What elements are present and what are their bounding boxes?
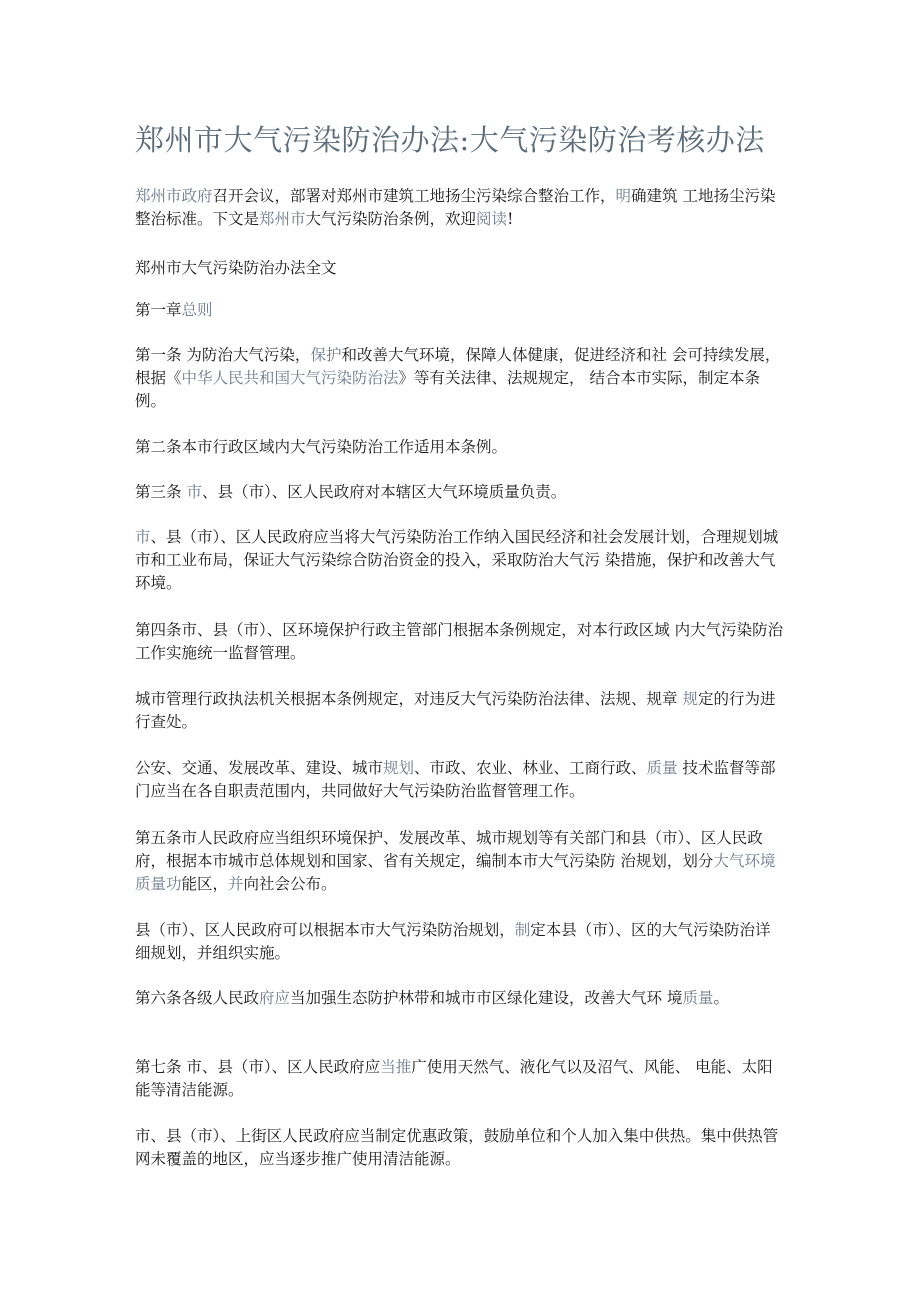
paragraph: [135, 481, 785, 504]
paragraph-text: 召开会议，部署对郑州市建筑工地扬尘污染综合整治工作，: [212, 187, 616, 205]
paragraph-text: 定的行为进行查处。: [135, 690, 776, 731]
paragraph-text: 、县（市）、区人民政府应当将大气污染防治工作纳入国民经济和社会发展计划，合理规划城市和工业布局，保证大气污染综合防治资金的投入，采取防治大气污 染措施，保护和改善大气环境。: [135, 528, 779, 592]
paragraph-text: 城市管理行政执法机关根据本条例规定，对违反大气污染防治法律、法规、规章: [135, 690, 683, 708]
highlighted-text: 郑州市: [259, 210, 306, 228]
highlighted-text: 保护: [310, 346, 342, 364]
paragraph: [135, 688, 785, 734]
paragraph: [135, 1125, 785, 1171]
paragraph-text: 广使用天然气、液化气以及沼气、风能、 电能、太阳能等清洁能源。: [135, 1058, 773, 1099]
highlighted-text: 市: [186, 483, 202, 501]
paragraph: [135, 757, 785, 803]
paragraph-text: 县（市）、区人民政府可以根据本市大气污染防治规划，: [135, 921, 515, 939]
paragraph-text: 公安、交通、发展改革、建设、城市: [135, 759, 384, 777]
paragraph: [135, 344, 785, 413]
paragraph-text: 郑州市大气污染防治办法全文: [135, 259, 337, 277]
paragraph: [135, 436, 785, 459]
paragraph-text: 》等有关法律、法规规定， 结合本市实际，制定本条例。: [135, 369, 760, 410]
paragraph: [135, 185, 785, 231]
paragraph: [135, 987, 785, 1010]
paragraph: [135, 619, 785, 665]
paragraph-text: 第三条: [135, 483, 187, 501]
paragraph-text: 、市政、农业、林业、工商行政、: [414, 759, 647, 777]
highlighted-text: 规: [682, 690, 698, 708]
document-title: 郑州市大气污染防治办法:大气污染防治考核办法: [135, 123, 765, 157]
highlighted-text: 大气环境质量功: [135, 852, 776, 893]
paragraph-text: 能区，: [181, 875, 229, 893]
paragraph-text: 第一章: [135, 301, 182, 319]
paragraph-text: 当加强生态防护林带和城市市区绿化建设，改善大气环 境: [290, 989, 683, 1007]
highlighted-text: 府应: [259, 989, 291, 1007]
highlighted-text: 规划: [383, 759, 415, 777]
paragraph: [135, 1056, 785, 1102]
paragraph-text: 市、县（市）、上街区人民政府应当制定优惠政策，鼓励单位和个人加入集中供热。集中供热管网未覆盖的地区，应当逐步推广使用清洁能源。: [135, 1127, 779, 1168]
highlighted-text: 当推: [380, 1058, 412, 1076]
paragraph-text: 大气污染防治条例，欢迎: [305, 210, 477, 228]
highlighted-text: 市: [135, 528, 151, 546]
paragraph-text: 确建筑 工地扬尘污染整治标准。下文是: [135, 187, 776, 228]
paragraph: [135, 919, 785, 965]
paragraph-text: 第一条 为防治大气污染，: [135, 346, 311, 364]
paragraph: [135, 257, 785, 280]
paragraph-text: 第四条市、县（市）、区环境保护行政主管部门根据本条例规定，对本行政区域 内大气污染防治工作实施统一监督管理。: [135, 621, 784, 662]
paragraph-text: 定本县（市）、区的大气污染防治详细规划，并组织实施。: [135, 921, 771, 962]
highlighted-text: 中华人民共和国大气污染防治法: [181, 369, 399, 387]
highlighted-text: 阅读: [476, 210, 508, 228]
paragraph-text: 向社会公布。: [243, 875, 337, 893]
highlighted-text: 质量: [682, 989, 714, 1007]
highlighted-text: 总则: [181, 301, 213, 319]
paragraph: [135, 827, 785, 896]
paragraph-text: 、县（市）、区人民政府对本辖区大气环境质量负责。: [201, 483, 567, 501]
paragraph-text: 。: [713, 989, 729, 1007]
paragraph-text: 第五条市人民政府应当组织环境保护、发展改革、城市规划等有关部门和县（市）、区人民政府，根据本市城市总体规划和国家、省有关规定，编制本市大气污染防 治规划，划分: [135, 829, 763, 870]
highlighted-text: 质量: [646, 759, 678, 777]
paragraph-text: 和改善大气环境，保障人体健康，促进经济和社 会可持续发展，根据《: [135, 346, 781, 387]
highlighted-text: 并: [228, 875, 244, 893]
paragraph-text: 第六条各级人民政: [135, 989, 260, 1007]
paragraph-text: 第七条 市、县（市）、区人民政府应: [135, 1058, 381, 1076]
paragraph-text: !: [507, 210, 514, 228]
highlighted-text: 制: [514, 921, 531, 939]
paragraph: [135, 299, 785, 322]
highlighted-text: 明: [615, 187, 632, 205]
paragraph: [135, 526, 785, 595]
paragraph-text: 第二条本市行政区域内大气污染防治工作适用本条例。: [135, 438, 508, 456]
highlighted-text: 郑州市政府: [135, 187, 213, 205]
paragraph-text: 技术监督等部门应当在各自职责范围内，共同做好大气污染防治监督管理工作。: [135, 759, 776, 800]
